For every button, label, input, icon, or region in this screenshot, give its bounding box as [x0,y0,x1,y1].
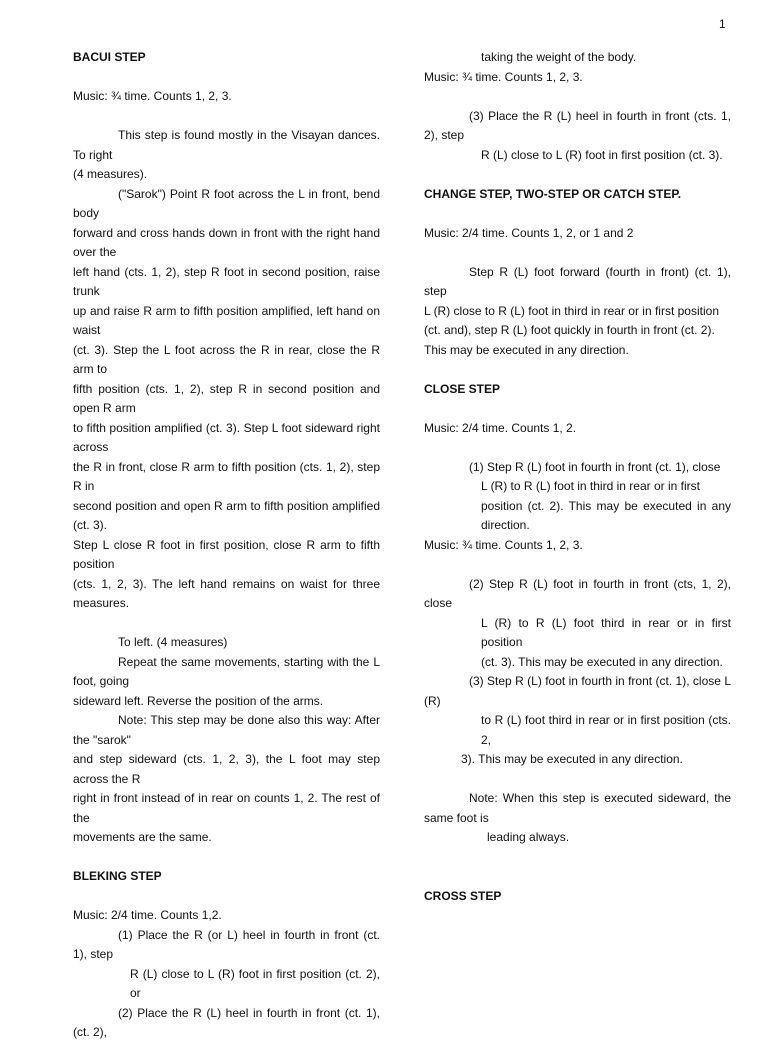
paragraph: (3) Step R (L) foot in fourth in front (ct. 1), close L (R) [424,674,731,708]
paragraph: This step is found mostly in the Visayan dances. To right [73,128,380,162]
left-column [73,48,380,1043]
note-paragraph: Note: This step may be done also this way: After the "sarok" [73,713,380,747]
note-paragraph: right in front instead of in rear on counts 1, 2. The rest of the [73,791,380,825]
paragraph: L (R) close to R (L) foot in third in rear or in first position [424,303,719,318]
paragraph: (ct. 3). This may be executed in any direction. [481,654,723,669]
paragraph: Step L close R foot in first position, close R arm to fifth position [73,537,380,571]
paragraph: up and raise R arm to fifth position amplified, left hand on waist [73,303,380,337]
paragraph: L (R) to R (L) foot in third in rear or in first [481,479,700,493]
section-heading-bleking: BLEKING STEP [73,869,162,883]
page-number: 1 [719,17,726,31]
paragraph: (4 measures). [73,167,148,181]
section-heading-close-step: CLOSE STEP [424,381,501,396]
paragraph: (2) Place the R (L) heel in fourth in front (ct. 1), (ct. 2), [73,1005,380,1039]
paragraph: (3) Place the R (L) heel in fourth in front (cts. 1, 2), step [424,108,731,142]
paragraph: (2) Step R (L) foot in fourth in front (cts, 1, 2), close [424,576,731,610]
paragraph: sideward left. Reverse the position of the arms. [73,693,324,708]
paragraph: ("Sarok") Point R foot across the L in front, bend body [73,186,380,220]
music-line: Music: 2/4 time. Counts 1, 2. [424,420,577,435]
subheading-to-left: To left. (4 measures) [118,635,228,649]
music-line: Music: ¾ time. Counts 1, 2, 3. [424,537,583,552]
paragraph: R (L) close to L (R) foot in first position (ct. 3). [481,147,723,162]
section-heading-bacui: BACUI STEP [73,50,146,64]
paragraph: left hand (cts. 1, 2), step R foot in second position, raise trunk [73,264,380,298]
section-heading-change-step: CHANGE STEP, TWO-STEP OR CATCH STEP. [424,186,682,201]
music-line: Music: 2/4 time. Counts 1,2. [73,908,222,922]
paragraph: Step R (L) foot forward (fourth in front) (ct. 1), step [424,264,731,298]
paragraph: (1) Place the R (or L) heel in fourth in front (ct. 1), step [73,927,380,961]
paragraph: to R (L) foot third in rear or in first position (cts. 2, [481,713,731,747]
paragraph: R (L) close to L (R) foot in first position (ct. 2), or [130,966,380,1000]
note-paragraph: Note: When this step is executed sideward, the same foot is [424,791,731,825]
paragraph: the R in front, close R arm to fifth position (cts. 1, 2), step R in [73,459,380,493]
paragraph: forward and cross hands down in front with the right hand over the [73,225,380,259]
paragraph: Repeat the same movements, starting with the L foot, going [73,654,380,688]
paragraph: taking the weight of the body. [481,50,637,64]
paragraph: second position and open R arm to fifth position amplified (ct. 3). [73,498,380,532]
paragraph: (1) Step R (L) foot in fourth in front (ct. 1), close [469,459,721,474]
paragraph: position (ct. 2). This may be executed in any direction. [481,498,731,532]
right-column [424,48,731,906]
paragraph: (ct. 3). Step the L foot across the R in rear, close the R arm to [73,342,380,376]
music-line: Music: ¾ time. Counts 1, 2, 3. [424,69,583,84]
section-heading-cross-step: CROSS STEP [424,888,502,903]
music-line: Music: 2/4 time. Counts 1, 2, or 1 and 2 [424,225,634,240]
paragraph: (ct. and), step R (L) foot quickly in fourth in front (ct. 2). [424,323,715,337]
note-paragraph: movements are the same. [73,830,212,844]
note-paragraph: and step sideward (cts. 1, 2, 3), the L foot may step across the R [73,752,380,786]
paragraph: fifth position (cts. 1, 2), step R in second position and open R arm [73,381,380,415]
paragraph: L (R) to R (L) foot third in rear or in first position [481,615,731,649]
music-line: Music: ¾ time. Counts 1, 2, 3. [73,89,232,103]
paragraph: (cts. 1, 2, 3). The left hand remains on waist for three measures. [73,576,380,610]
paragraph: to fifth position amplified (ct. 3). Step L foot sideward right across [73,420,380,454]
paragraph: 3). This may be executed in any direction. [461,752,683,766]
note-paragraph: leading always. [487,830,570,844]
paragraph: This may be executed in any direction. [424,342,629,357]
